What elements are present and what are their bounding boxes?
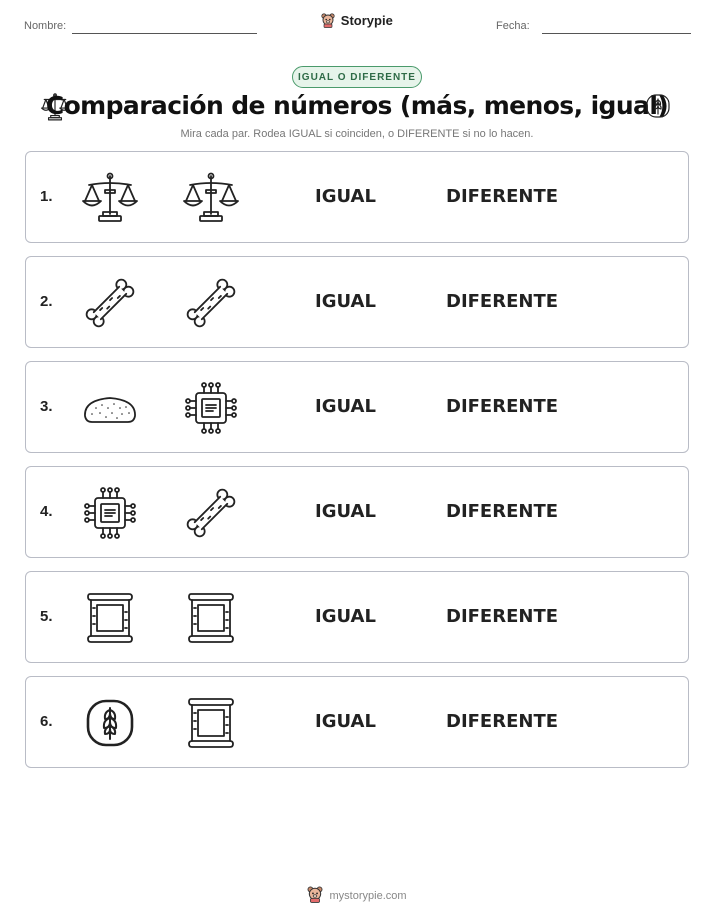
- balance-scale-icon: [82, 170, 138, 226]
- question-number: 6.: [40, 713, 53, 730]
- date-label: Fecha:: [496, 20, 530, 32]
- option-diferente[interactable]: DIFERENTE: [446, 186, 559, 207]
- page-title: Comparación de números (más, menos, igual): [45, 91, 669, 120]
- brand-name: Storypie: [340, 13, 393, 28]
- question-row: [25, 676, 689, 768]
- question-number: 3.: [40, 398, 53, 415]
- question-number: 1.: [40, 188, 53, 205]
- bone-icon: [82, 275, 138, 331]
- question-number: 5.: [40, 608, 53, 625]
- microchip-icon: [183, 380, 239, 436]
- bread-icon: [82, 380, 138, 436]
- microchip-icon: [82, 485, 138, 541]
- option-igual[interactable]: IGUAL: [315, 396, 376, 417]
- wheat-badge-icon: [644, 92, 672, 120]
- scroll-icon: [183, 590, 239, 646]
- question-row: [25, 571, 689, 663]
- option-diferente[interactable]: DIFERENTE: [446, 711, 559, 732]
- question-number: 2.: [40, 293, 53, 310]
- footer: [0, 886, 714, 903]
- footer-site: mystorypie.com: [329, 890, 407, 902]
- brand-logo: [0, 13, 714, 28]
- bear-logo-icon: [307, 886, 323, 903]
- question-row: [25, 466, 689, 558]
- balance-scale-icon: [183, 170, 239, 226]
- question-number: 4.: [40, 503, 53, 520]
- wheat-badge-icon: [82, 695, 138, 751]
- option-diferente[interactable]: DIFERENTE: [446, 606, 559, 627]
- scroll-icon: [183, 695, 239, 751]
- option-diferente[interactable]: DIFERENTE: [446, 501, 559, 522]
- bear-logo-icon: [321, 13, 335, 28]
- option-igual[interactable]: IGUAL: [315, 186, 376, 207]
- option-igual[interactable]: IGUAL: [315, 711, 376, 732]
- option-diferente[interactable]: DIFERENTE: [446, 396, 559, 417]
- bone-icon: [183, 485, 239, 541]
- option-igual[interactable]: IGUAL: [315, 606, 376, 627]
- option-igual[interactable]: IGUAL: [315, 501, 376, 522]
- scroll-icon: [82, 590, 138, 646]
- question-row: [25, 151, 689, 243]
- date-field[interactable]: [542, 33, 691, 34]
- name-field[interactable]: [72, 33, 257, 34]
- option-diferente[interactable]: DIFERENTE: [446, 291, 559, 312]
- bone-icon: [183, 275, 239, 331]
- question-row: [25, 256, 689, 348]
- option-igual[interactable]: IGUAL: [315, 291, 376, 312]
- category-badge: IGUAL O DIFERENTE: [292, 66, 422, 88]
- name-label: Nombre:: [24, 20, 67, 32]
- question-row: [25, 361, 689, 453]
- instructions: Mira cada par. Rodea IGUAL si coinciden, o DIFERENTE si no lo hacen.: [180, 128, 534, 140]
